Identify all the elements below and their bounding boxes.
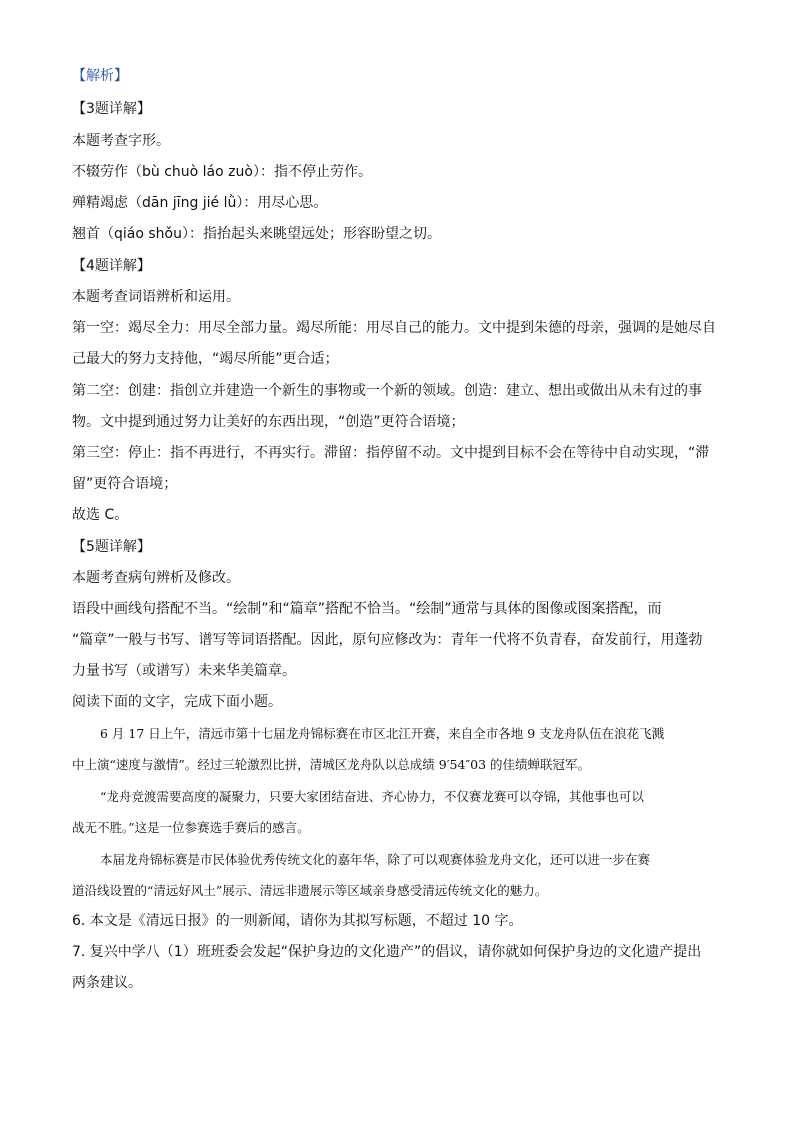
passage-line: 战无不胜。”这是一位参赛选手赛后的感言。 [72, 820, 310, 835]
q5-line-1: 语段中画线句搭配不当。“绘制”和“篇章”搭配不恰当。“绘制”通常与具体的图像或图案搭配，而 [72, 601, 662, 617]
q5-line-3: 力量书写（或谱写）未来华美篇章。 [72, 663, 296, 679]
q3-item-1: 不辍劳作（bù chuò láo zuò）：指不停止劳作。 [72, 164, 372, 180]
question-6: 6. 本文是《清远日报》的一则新闻，请你为其拟写标题，不超过 10 字。 [72, 913, 523, 929]
passage-line: 道沿线设置的“清远好风土”展示、清远非遗展示等区域亲身感受清远传统文化的魅力。 [72, 883, 548, 898]
q5-intro: 本题考查病句辨析及修改。 [72, 570, 240, 586]
passage-line: 中上演“速度与激情”。经过三轮激烈比拼，清城区龙舟队以总成绩 9′54″03 的佳绩蝉联冠军。 [72, 757, 591, 772]
q3-intro: 本题考查字形。 [72, 133, 170, 149]
q3-item-2: 殚精竭虑（dān jīng jié lǜ）：用尽心思。 [72, 195, 328, 211]
q4-line-2: 己最大的努力支持他，“竭尽所能”更合适； [72, 351, 339, 367]
q4-intro: 本题考查词语辨析和运用。 [72, 289, 240, 305]
passage-line: 6 月 17 日上午，清远市第十七届龙舟锦标赛在市区北江开赛，来自全市各地 9 支龙舟队伍在浪花飞溅 [100, 726, 665, 741]
q4-line-4: 物。文中提到通过努力让美好的东西出现，“创造”更符合语境； [72, 414, 465, 430]
q5-header: 【5题详解】 [72, 539, 151, 555]
q4-line-3: 第二空：创建：指创立并建造一个新生的事物或一个新的领域。创造：建立、想出或做出从未有过的事 [72, 383, 702, 399]
question-7: 7. 复兴中学八（1）班班委会发起“保护身边的文化遗产”的倡议，请你就如何保护身边的文化遗产提出 [72, 944, 702, 960]
question-7-continued: 两条建议。 [72, 975, 142, 991]
q3-header: 【3题详解】 [72, 101, 151, 117]
q3-item-3: 翘首（qiáo shǒu）：指抬起头来眺望远处；形容盼望之切。 [72, 226, 441, 242]
q4-line-5: 第三空：停止：指不再进行，不再实行。滞留：指停留不动。文中提到目标不会在等待中自动实现，“滞 [72, 445, 710, 461]
q4-line-1: 第一空：竭尽全力：用尽全部力量。竭尽所能：用尽自己的能力。文中提到朱德的母亲，强调的是她尽自 [72, 320, 716, 336]
q4-answer: 故选 C。 [72, 507, 129, 523]
q4-header: 【4题详解】 [72, 258, 151, 274]
q4-line-6: 留”更符合语境； [72, 476, 178, 492]
q5-line-2: “篇章”一般与书写、谱写等词语搭配。因此，原句应修改为：青年一代将不负青春，奋发前行，用蓬勃 [72, 632, 703, 648]
passage-line: 本届龙舟锦标赛是市民体验优秀传统文化的嘉年华，除了可以观赛体验龙舟文化，还可以进一步在赛 [100, 852, 651, 867]
analysis-heading: 【解析】 [72, 68, 128, 84]
reading-instruction: 阅读下面的文字，完成下面小题。 [72, 694, 282, 710]
passage-line: “龙舟竞渡需要高度的凝聚力，只要大家团结奋进、齐心协力，不仅赛龙赛可以夺锦，其他事也可以 [100, 789, 644, 804]
